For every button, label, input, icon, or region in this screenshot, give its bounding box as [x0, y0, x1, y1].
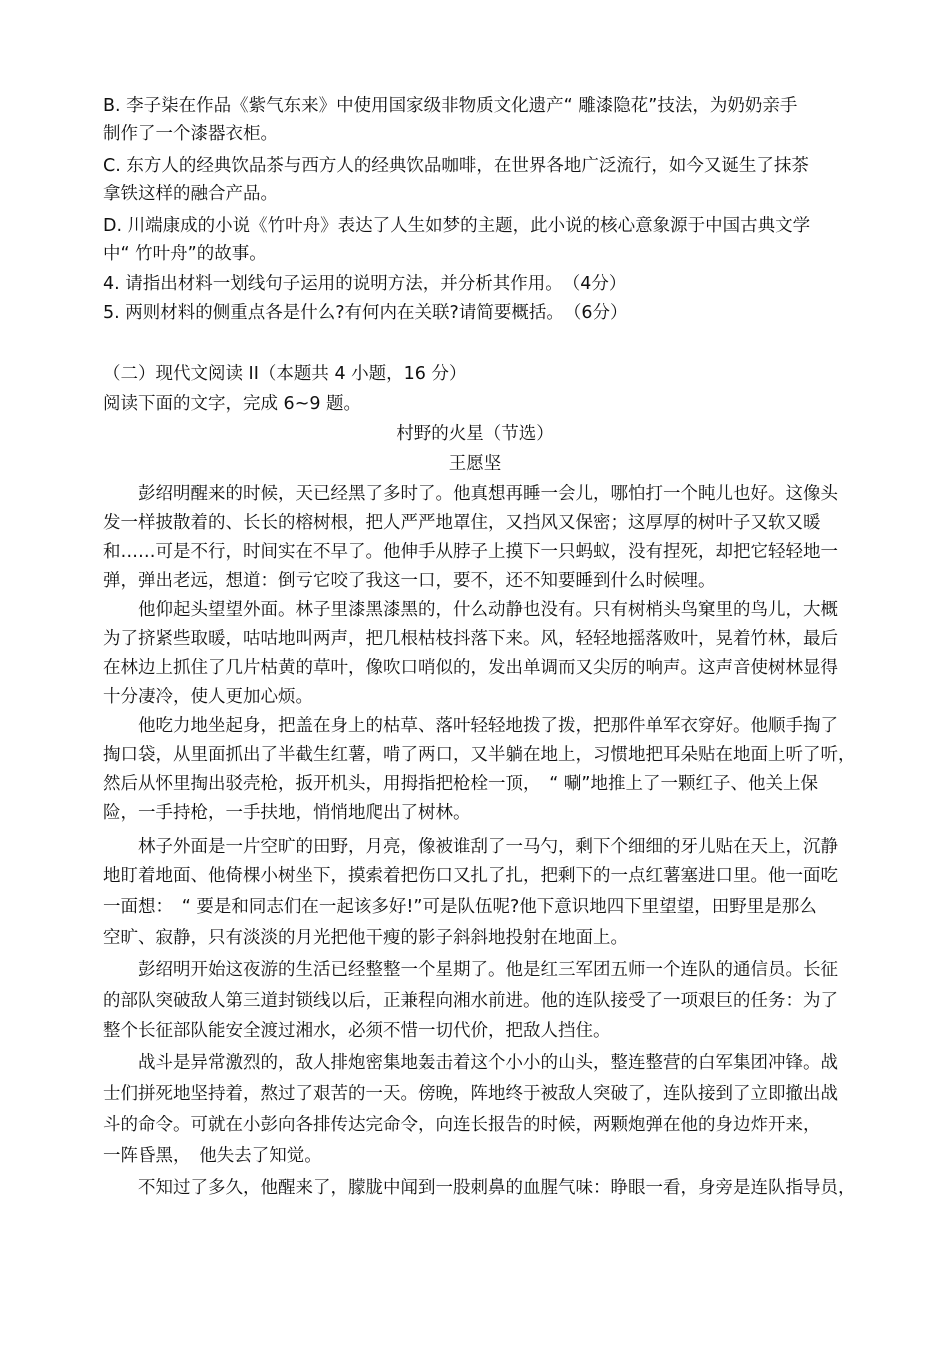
paragraph-6-line-3: 斗的命令。可就在小彭向各排传达完命令，向连长报告的时候，两颗炮弹在他的身边炸开来， [103, 1115, 821, 1135]
question-5: 5. 两则材料的侧重点各是什么?有何内在关联?请简要概括。 （6分） [103, 303, 628, 323]
question-4: 4. 请指出材料一划线句子运用的说明方法，并分析其作用。 （4分） [103, 274, 627, 294]
option-b-line-2: 制作了一个漆器衣柜。 [103, 124, 278, 144]
paragraph-3-line-3: 然后从怀里掏出驳壳枪，扳开机头，用拇指把枪栓一顶， “ 唰”地推上了一颗红子、他关上保 [103, 774, 818, 794]
paragraph-3-line-1: 他吃力地坐起身，把盖在身上的枯草、落叶轻轻地拨了拨，把那件单军衣穿好。他顺手掏了 [103, 716, 838, 736]
paragraph-2-line-1: 他仰起头望望外面。林子里漆黑漆黑的，什么动静也没有。只有树梢头鸟窠里的鸟儿，大概 [103, 600, 838, 620]
paragraph-2-line-4: 十分凄冷，使人更加心烦。 [103, 687, 313, 707]
paragraph-2-line-3: 在林边上抓住了几片枯黄的草叶，像吹口哨似的，发出单调而又尖厉的响声。这声音使树林显得 [103, 658, 838, 678]
paragraph-1-line-4: 弹，弹出老远，想道：倒亏它咬了我这一口，要不，还不知要睡到什么时候哩。 [103, 571, 716, 591]
paragraph-5-line-3: 整个长征部队能安全渡过湘水，必须不惜一切代价，把敌人挡住。 [103, 1021, 611, 1041]
paragraph-1-line-3: 和……可是不行，时间实在不早了。他伸手从脖子上摸下一只蚂蚁，没有捏死，却把它轻轻地一 [103, 542, 838, 562]
article-author: 王愿坚 [448, 454, 502, 474]
option-b-line-1: B. 李子柒在作品《紫气东来》中使用国家级非物质文化遗产“ 雕漆隐花”技法，为奶奶亲手 [103, 96, 798, 116]
paragraph-6-line-2: 士们拼死地坚持着，熬过了艰苦的一天。傍晚，阵地终于被敌人突破了，连队接到了立即撤出战 [103, 1084, 838, 1104]
paragraph-4-line-3: 一面想： “ 要是和同志们在一起该多好!”可是队伍呢?他下意识地四下里望望，田野里是那么 [103, 897, 817, 917]
paragraph-1-line-2: 发一样披散着的、长长的榕树根，把人严严地罩住，又挡风又保密；这厚厚的树叶子又软又暖 [103, 513, 821, 533]
article-title: 村野的火星（节选） [396, 424, 554, 444]
option-c-line-2: 拿铁这样的融合产品。 [103, 184, 278, 204]
paragraph-7-line-1: 不知过了多久，他醒来了，朦胧中闻到一股刺鼻的血腥气味：睁眼一看，身旁是连队指导员， [103, 1178, 856, 1198]
paragraph-3-line-2: 掏口袋，从里面抓出了半截生红薯，啃了两口，又半躺在地上，习惯地把耳朵贴在地面上听了听， [103, 745, 856, 765]
paragraph-5-line-1: 彭绍明开始这夜游的生活已经整整一个星期了。他是红三军团五师一个连队的通信员。长征 [103, 960, 838, 980]
paragraph-6-line-4: 一阵昏黑， 他失去了知觉。 [103, 1146, 322, 1166]
section-heading: （二）现代文阅读 II（本题共 4 小题，16 分） [103, 364, 467, 384]
paragraph-3-line-4: 险，一手持枪，一手扶地，悄悄地爬出了树林。 [103, 803, 471, 823]
paragraph-4-line-4: 空旷、寂静，只有淡淡的月光把他干瘦的影子斜斜地投射在地面上。 [103, 928, 628, 948]
paragraph-2-line-2: 为了挤紧些取暖，咕咕地叫两声，把几根枯枝抖落下来。风，轻轻地摇落败叶，晃着竹林，最后 [103, 629, 838, 649]
paragraph-6-line-1: 战斗是异常激烈的，敌人排炮密集地轰击着这个小小的山头，整连整营的白军集团冲锋。战 [103, 1053, 838, 1073]
paragraph-4-line-2: 地盯着地面、他倚棵小树坐下，摸索着把伤口又扎了扎，把剩下的一点红薯塞进口里。他一面吃 [103, 866, 838, 886]
option-d-line-1: D. 川端康成的小说《竹叶舟》表达了人生如梦的主题，此小说的核心意象源于中国古典文学 [103, 216, 811, 236]
paragraph-4-line-1: 林子外面是一片空旷的田野，月亮，像被谁刮了一马勺，剩下个细细的牙儿贴在天上，沉静 [103, 837, 838, 857]
option-d-line-2: 中“ 竹叶舟”的故事。 [103, 244, 267, 264]
reading-instruction: 阅读下面的文字，完成 6~9 题。 [103, 394, 362, 414]
paragraph-1-line-1: 彭绍明醒来的时候，天已经黑了多时了。他真想再睡一会儿，哪怕打一个盹儿也好。这像头 [103, 484, 838, 504]
paragraph-5-line-2: 的部队突破敌人第三道封锁线以后，正兼程向湘水前进。他的连队接受了一项艰巨的任务：为了 [103, 991, 838, 1011]
option-c-line-1: C. 东方人的经典饮品茶与西方人的经典饮品咖啡，在世界各地广泛流行，如今又诞生了抹茶 [103, 156, 809, 176]
